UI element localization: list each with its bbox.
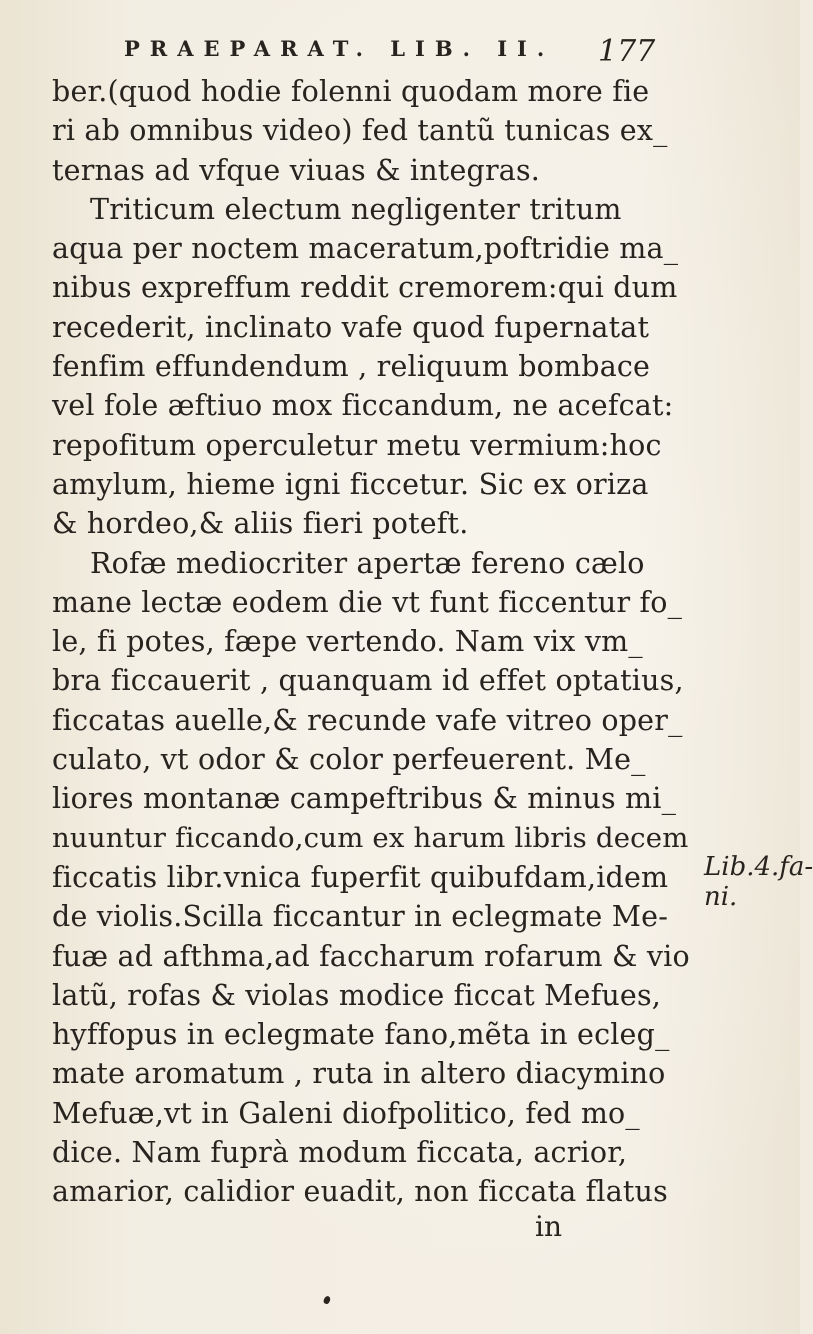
text-line: fuæ ad afthma,ad faccharum rofarum & vio xyxy=(52,939,690,973)
running-head: PRAEPARAT. LIB. II. xyxy=(124,36,555,61)
text-line: fenfim effundendum , reliquum bombace xyxy=(52,350,651,384)
text-line: ficcatis libr.vnica fuperfit quibufdam,idem xyxy=(52,860,669,894)
text-line: liores montanæ campeftribus & minus mi_ xyxy=(52,782,677,816)
margin-note-line: Lib.4.fa- xyxy=(704,852,813,882)
margin-note-line: ni. xyxy=(704,882,738,912)
text-line: bra ficcauerit , quanquam id effet optatius, xyxy=(52,664,684,698)
text-line: ficcatas auelle,& recunde vafe vitreo oper_ xyxy=(52,703,683,737)
text-line: & hordeo,& aliis fieri poteft. xyxy=(52,507,469,541)
text-line: de violis.Scilla ficcantur in eclegmate Me- xyxy=(52,900,669,934)
body-text xyxy=(52,72,692,1212)
text-line: nibus expreffum reddit cremorem:qui dum xyxy=(52,271,678,305)
catchword: in xyxy=(535,1210,562,1243)
text-line: ber.(quod hodie folenni quodam more fie xyxy=(52,75,650,108)
text-line: recederit, inclinato vafe quod fupernatat xyxy=(52,310,650,344)
text-line: mate aromatum , ruta in altero diacymino xyxy=(52,1057,666,1091)
page-header xyxy=(0,28,800,76)
text-line: Rofæ mediocriter apertæ fereno cælo xyxy=(90,546,645,580)
text-line: aqua per noctem maceratum,poftridie ma_ xyxy=(52,232,679,266)
ink-speck xyxy=(323,1295,332,1305)
text-line: Triticum electum negligenter tritum xyxy=(90,192,622,226)
text-line: dice. Nam fuprà modum ficcata, acrior, xyxy=(52,1136,628,1170)
text-line: Mefuæ,vt in Galeni diofpolitico, fed mo_ xyxy=(52,1096,640,1130)
text-line: mane lectæ eodem die vt funt ficcentur fo_ xyxy=(52,585,683,619)
margin-note xyxy=(704,852,813,912)
text-line: ri ab omnibus video) fed tantũ tunicas ex_ xyxy=(52,114,668,148)
text-line: amylum, hieme igni ficcetur. Sic ex oriza xyxy=(52,467,649,501)
text-line: vel fole æftiuo mox ficcandum, ne acefcat: xyxy=(52,389,674,423)
text-line: repofitum operculetur metu vermium:hoc xyxy=(52,428,662,462)
text-line: latũ, rofas & violas modice ficcat Mefues, xyxy=(52,978,662,1012)
text-line: amarior, calidior euadit, non ficcata flatus xyxy=(52,1175,668,1209)
text-line: le, fi potes, fæpe vertendo. Nam vix vm_ xyxy=(52,625,643,659)
text-line: nuuntur ficcando,cum ex harum libris decem xyxy=(52,821,689,854)
text-line: culato, vt odor & color perfeuerent. Me_ xyxy=(52,743,646,777)
page-number: 177 xyxy=(598,34,656,69)
text-line: hyffopus in eclegmate fano,mẽta in ecleg_ xyxy=(52,1018,670,1052)
text-line: ternas ad vfque viuas & integras. xyxy=(52,153,541,187)
